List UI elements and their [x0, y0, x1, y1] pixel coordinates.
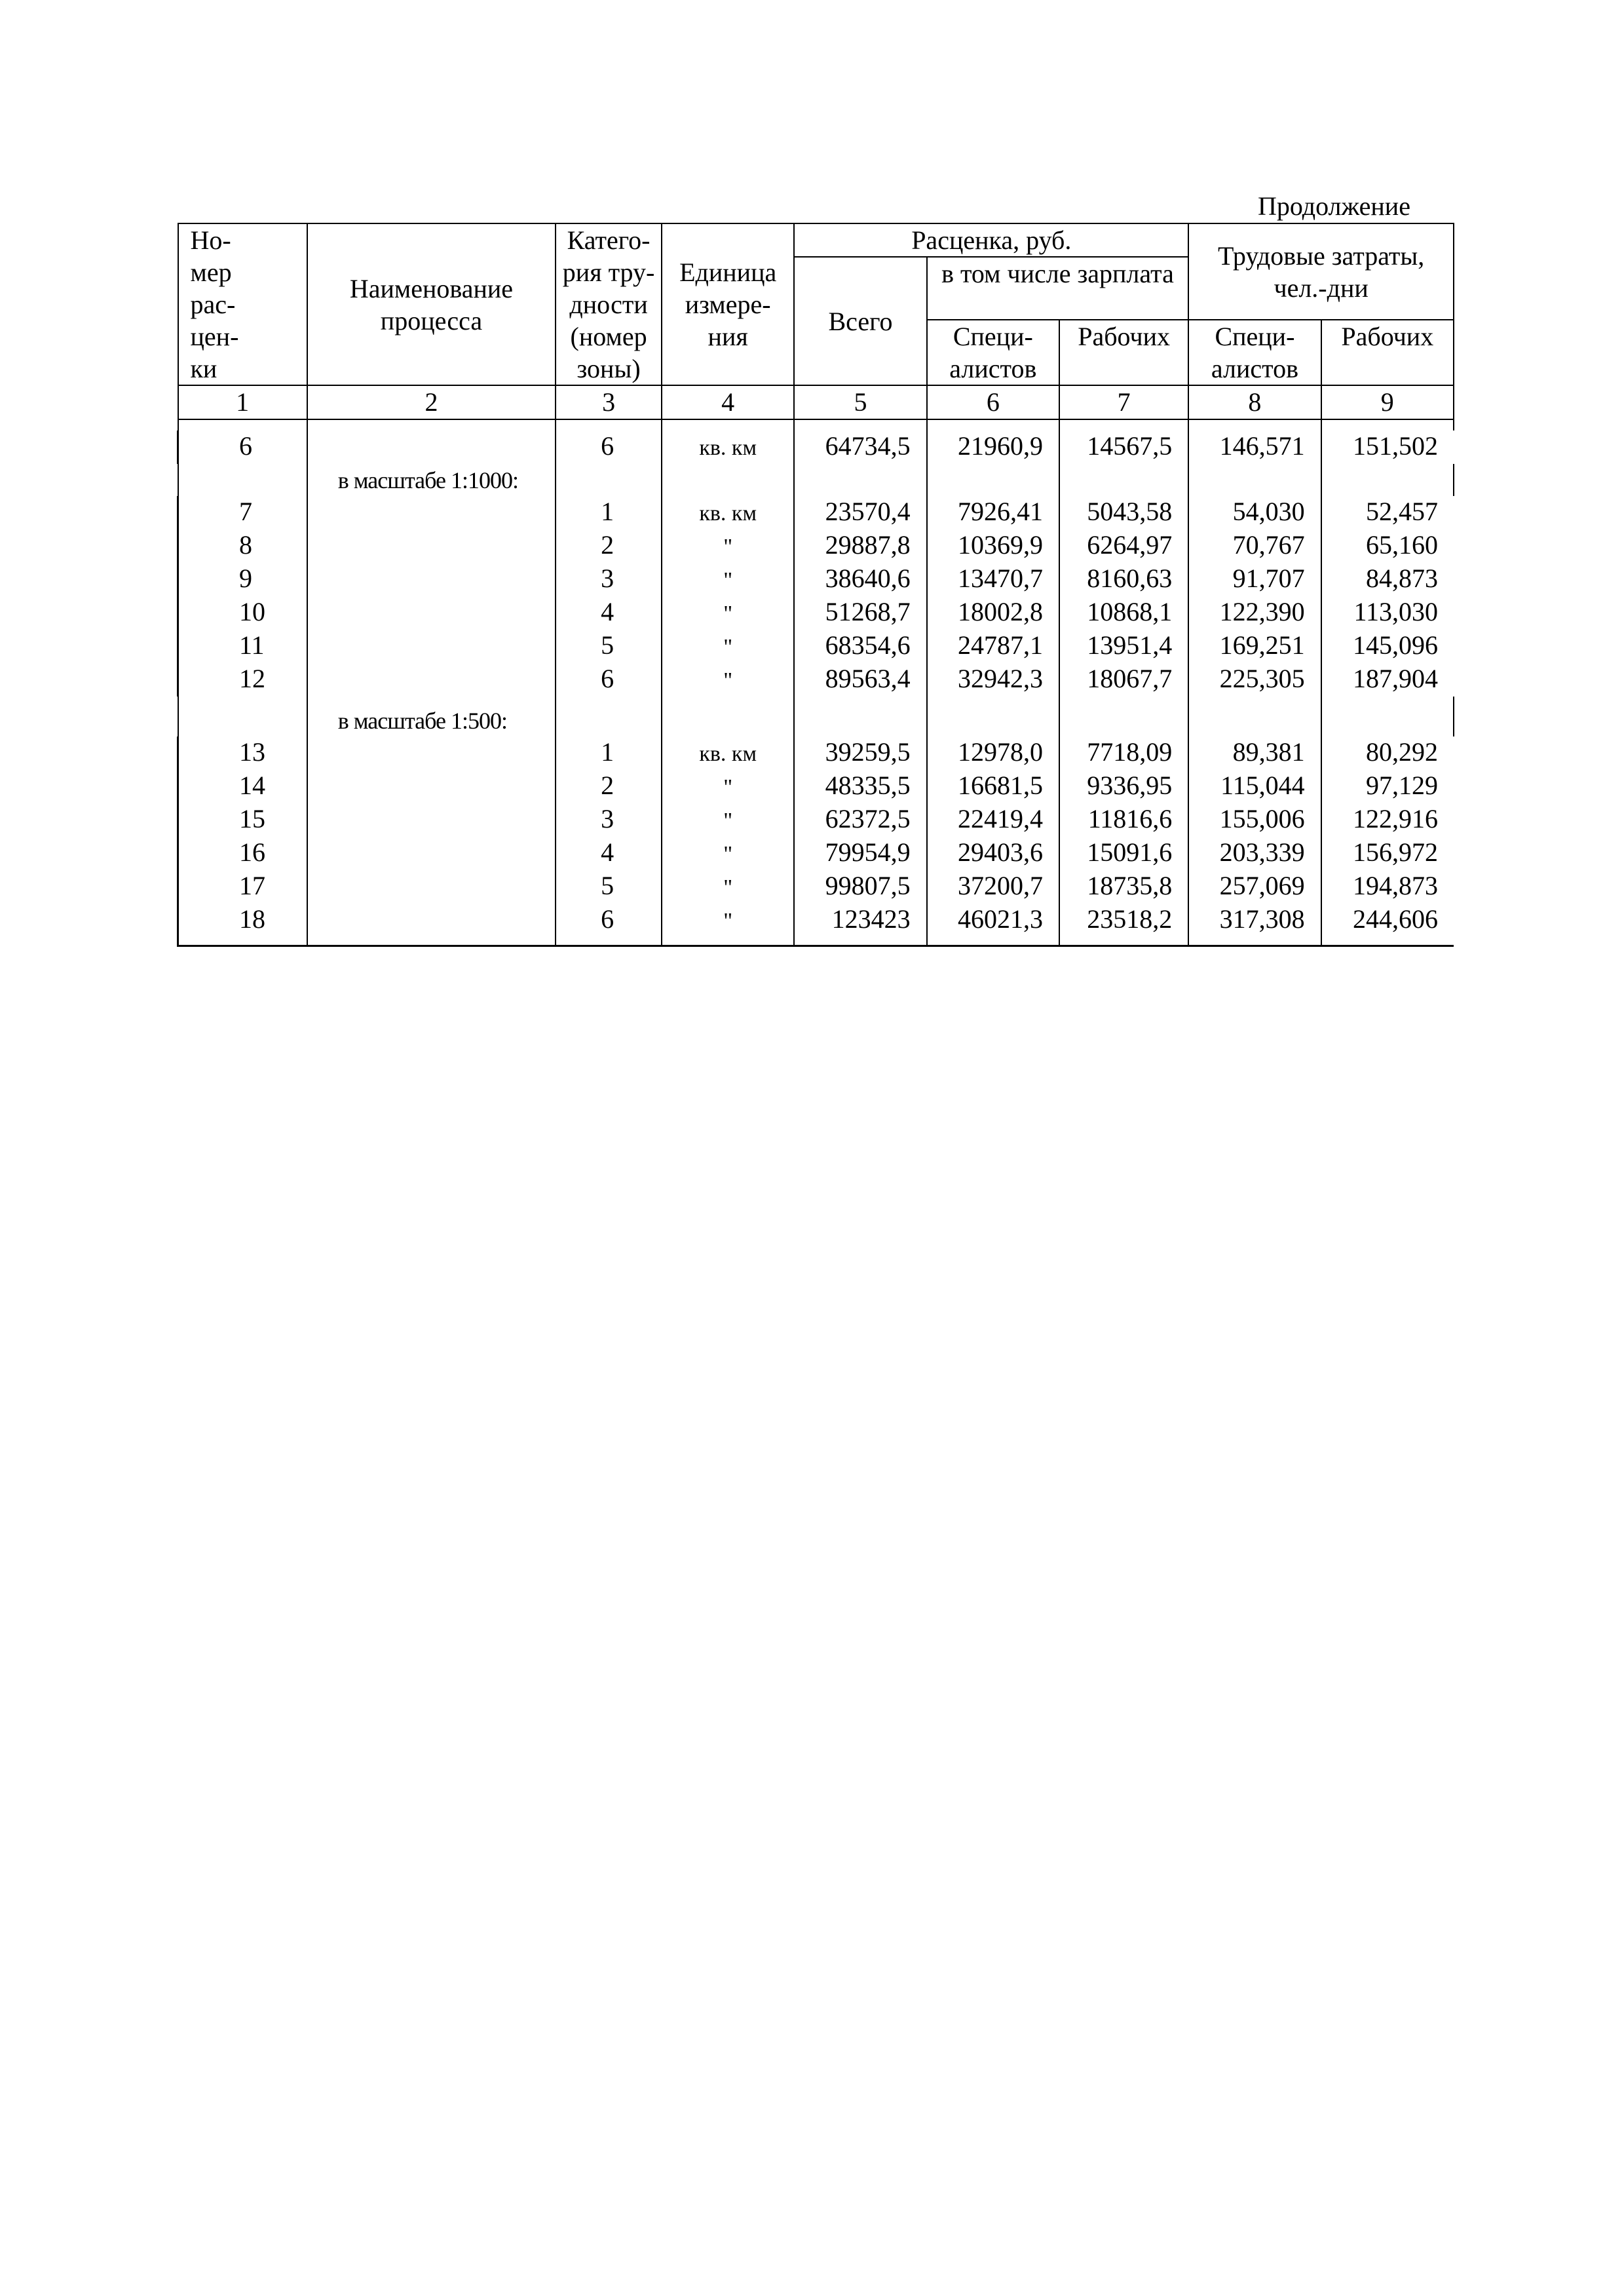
section-heading-spacer [178, 464, 307, 496]
process-name-cell [307, 770, 556, 803]
specialists-rate-cell: 13470,7 [927, 563, 1059, 596]
workers-labor-cell: 194,873 [1321, 870, 1454, 904]
section-heading-spacer [794, 704, 926, 737]
section-heading-spacer [1188, 704, 1321, 737]
unit-cell [662, 904, 794, 946]
specialists-labor-cell: 115,044 [1188, 770, 1321, 803]
section-heading-text: в масштабе 1:500: [337, 708, 507, 734]
column-number: 7 [1059, 385, 1188, 419]
unit-cell [662, 430, 794, 464]
specialists-rate-cell: 29403,6 [927, 837, 1059, 870]
header-specialists-rate: Специ- алистов [927, 320, 1059, 385]
specialists-labor-cell: 155,006 [1188, 803, 1321, 837]
difficulty-category-cell: 4 [556, 837, 662, 870]
rates-table [177, 223, 1454, 947]
table-row [178, 529, 1454, 563]
rate-number-cell: 15 [178, 803, 307, 837]
spacer-row [178, 419, 1454, 430]
header-including-salary: в том числе зарплата [927, 257, 1189, 320]
specialists-rate-cell: 12978,0 [927, 737, 1059, 770]
rate-number-cell: 9 [178, 563, 307, 596]
process-name-cell [307, 563, 556, 596]
header-unit: Единица измере- ния [662, 223, 794, 385]
specialists-labor-cell: 54,030 [1188, 496, 1321, 529]
process-name-cell [307, 430, 556, 464]
difficulty-category-cell: 6 [556, 904, 662, 946]
process-name-cell [307, 803, 556, 837]
unit-value: кв. км [699, 501, 757, 526]
workers-rate-cell: 23518,2 [1059, 904, 1188, 946]
rate-number-cell: 13 [178, 737, 307, 770]
header-specialists-labor: Специ- алистов [1188, 320, 1321, 385]
workers-rate-cell: 13951,4 [1059, 630, 1188, 663]
column-numbers-row [178, 385, 1454, 419]
process-name-cell [307, 630, 556, 663]
unit-cell [662, 663, 794, 697]
workers-labor-cell: 145,096 [1321, 630, 1454, 663]
spacer-cell [927, 419, 1059, 430]
process-name-cell [307, 596, 556, 630]
total-rate-cell: 68354,6 [794, 630, 926, 663]
workers-rate-cell: 5043,58 [1059, 496, 1188, 529]
unit-cell [662, 770, 794, 803]
header-total: Всего [794, 257, 926, 385]
section-heading-spacer [927, 704, 1059, 737]
specialists-labor-cell: 169,251 [1188, 630, 1321, 663]
workers-labor-cell: 113,030 [1321, 596, 1454, 630]
rate-number-cell: 7 [178, 496, 307, 529]
workers-rate-cell: 15091,6 [1059, 837, 1188, 870]
specialists-rate-cell: 7926,41 [927, 496, 1059, 529]
difficulty-category-cell: 1 [556, 737, 662, 770]
total-rate-cell: 89563,4 [794, 663, 926, 697]
total-rate-cell: 62372,5 [794, 803, 926, 837]
workers-rate-cell: 18735,8 [1059, 870, 1188, 904]
workers-rate-cell: 10868,1 [1059, 596, 1188, 630]
rate-number-cell: 16 [178, 837, 307, 870]
unit-value: " [723, 842, 733, 866]
spacer-cell [1059, 419, 1188, 430]
specialists-labor-cell: 257,069 [1188, 870, 1321, 904]
section-heading-spacer [556, 704, 662, 737]
table-row [178, 904, 1454, 946]
unit-cell [662, 870, 794, 904]
unit-cell [662, 596, 794, 630]
unit-value: " [723, 875, 733, 900]
header-difficulty-category: Катего- рия тру- дности (номер зоны) [556, 223, 662, 385]
table-row [178, 630, 1454, 663]
unit-value: " [723, 775, 733, 799]
process-name-cell [307, 737, 556, 770]
total-rate-cell: 29887,8 [794, 529, 926, 563]
spacer-cell [178, 697, 307, 704]
unit-cell [662, 630, 794, 663]
specialists-labor-cell: 225,305 [1188, 663, 1321, 697]
rate-number-cell: 8 [178, 529, 307, 563]
specialists-rate-cell: 22419,4 [927, 803, 1059, 837]
process-name-cell [307, 837, 556, 870]
table-row [178, 596, 1454, 630]
spacer-row [178, 697, 1454, 704]
spacer-cell [556, 697, 662, 704]
column-number: 1 [178, 385, 307, 419]
table-row [178, 496, 1454, 529]
unit-value: " [723, 909, 733, 933]
spacer-cell [662, 419, 794, 430]
total-rate-cell: 123423 [794, 904, 926, 946]
unit-value: " [723, 602, 733, 626]
process-name-cell [307, 663, 556, 697]
specialists-labor-cell: 317,308 [1188, 904, 1321, 946]
table-row [178, 563, 1454, 596]
workers-labor-cell: 151,502 [1321, 430, 1454, 464]
spacer-cell [307, 697, 556, 704]
column-number: 8 [1188, 385, 1321, 419]
spacer-cell [1321, 419, 1454, 430]
section-heading [307, 704, 556, 737]
table-row [178, 770, 1454, 803]
process-name-cell [307, 904, 556, 946]
section-heading-spacer [1321, 464, 1454, 496]
unit-cell [662, 563, 794, 596]
section-heading-spacer [662, 464, 794, 496]
difficulty-category-cell: 2 [556, 770, 662, 803]
specialists-rate-cell: 46021,3 [927, 904, 1059, 946]
section-heading-spacer [927, 464, 1059, 496]
workers-labor-cell: 244,606 [1321, 904, 1454, 946]
workers-labor-cell: 52,457 [1321, 496, 1454, 529]
specialists-labor-cell: 146,571 [1188, 430, 1321, 464]
workers-labor-cell: 80,292 [1321, 737, 1454, 770]
unit-cell [662, 737, 794, 770]
rate-number-cell: 17 [178, 870, 307, 904]
total-rate-cell: 99807,5 [794, 870, 926, 904]
unit-value: " [723, 635, 733, 659]
difficulty-category-cell: 1 [556, 496, 662, 529]
specialists-rate-cell: 18002,8 [927, 596, 1059, 630]
rate-number-cell: 12 [178, 663, 307, 697]
workers-rate-cell: 8160,63 [1059, 563, 1188, 596]
unit-value: " [723, 535, 733, 559]
section-heading-spacer [794, 464, 926, 496]
section-heading-spacer [1321, 704, 1454, 737]
difficulty-category-cell: 3 [556, 803, 662, 837]
workers-labor-cell: 122,916 [1321, 803, 1454, 837]
specialists-rate-cell: 16681,5 [927, 770, 1059, 803]
header-process-name: Наименование процесса [307, 223, 556, 385]
total-rate-cell: 48335,5 [794, 770, 926, 803]
specialists-rate-cell: 21960,9 [927, 430, 1059, 464]
continuation-label: Продолжение [1258, 191, 1410, 221]
table-header [178, 223, 1454, 419]
difficulty-category-cell: 2 [556, 529, 662, 563]
specialists-rate-cell: 10369,9 [927, 529, 1059, 563]
spacer-cell [662, 697, 794, 704]
spacer-cell [794, 697, 926, 704]
spacer-cell [178, 419, 307, 430]
column-number: 9 [1321, 385, 1454, 419]
unit-value: кв. км [699, 742, 757, 766]
difficulty-category-cell: 5 [556, 870, 662, 904]
section-heading [307, 464, 556, 496]
table-row [178, 663, 1454, 697]
unit-value: кв. км [699, 436, 757, 460]
header-workers-rate: Рабочих [1059, 320, 1188, 385]
total-rate-cell: 79954,9 [794, 837, 926, 870]
difficulty-category-cell: 6 [556, 430, 662, 464]
table-row [178, 737, 1454, 770]
section-heading-spacer [1059, 704, 1188, 737]
process-name-cell [307, 496, 556, 529]
unit-cell [662, 496, 794, 529]
table-row [178, 837, 1454, 870]
column-number: 4 [662, 385, 794, 419]
section-heading-row [178, 464, 1454, 496]
rate-number-cell: 11 [178, 630, 307, 663]
rate-number-cell: 18 [178, 904, 307, 946]
column-number: 2 [307, 385, 556, 419]
section-heading-text: в масштабе 1:1000: [337, 467, 518, 493]
workers-rate-cell: 18067,7 [1059, 663, 1188, 697]
workers-rate-cell: 14567,5 [1059, 430, 1188, 464]
workers-labor-cell: 84,873 [1321, 563, 1454, 596]
header-rate-group: Расценка, руб. [794, 223, 1188, 257]
difficulty-category-cell: 6 [556, 663, 662, 697]
specialists-rate-cell: 37200,7 [927, 870, 1059, 904]
workers-labor-cell: 65,160 [1321, 529, 1454, 563]
specialists-labor-cell: 203,339 [1188, 837, 1321, 870]
section-heading-spacer [178, 704, 307, 737]
workers-labor-cell: 97,129 [1321, 770, 1454, 803]
unit-cell [662, 529, 794, 563]
spacer-cell [307, 419, 556, 430]
column-number: 6 [927, 385, 1059, 419]
spacer-cell [794, 419, 926, 430]
table-row [178, 870, 1454, 904]
total-rate-cell: 64734,5 [794, 430, 926, 464]
table-body [178, 419, 1454, 946]
section-heading-spacer [662, 704, 794, 737]
workers-rate-cell: 7718,09 [1059, 737, 1188, 770]
process-name-cell [307, 870, 556, 904]
workers-rate-cell: 6264,97 [1059, 529, 1188, 563]
specialists-labor-cell: 89,381 [1188, 737, 1321, 770]
section-heading-spacer [1059, 464, 1188, 496]
spacer-cell [1188, 419, 1321, 430]
rate-number-cell: 14 [178, 770, 307, 803]
spacer-cell [927, 697, 1059, 704]
difficulty-category-cell: 5 [556, 630, 662, 663]
rate-number-cell: 6 [178, 430, 307, 464]
section-heading-row [178, 704, 1454, 737]
unit-value: " [723, 809, 733, 833]
spacer-cell [1059, 697, 1188, 704]
workers-rate-cell: 9336,95 [1059, 770, 1188, 803]
spacer-cell [1321, 697, 1454, 704]
specialists-labor-cell: 122,390 [1188, 596, 1321, 630]
unit-cell [662, 803, 794, 837]
process-name-cell [307, 529, 556, 563]
spacer-cell [556, 419, 662, 430]
unit-value: " [723, 568, 733, 592]
unit-value: " [723, 668, 733, 693]
column-number: 3 [556, 385, 662, 419]
workers-labor-cell: 156,972 [1321, 837, 1454, 870]
header-workers-labor: Рабочих [1321, 320, 1454, 385]
header-rate-number: Но- мер рас- цен- ки [178, 223, 307, 385]
section-heading-spacer [556, 464, 662, 496]
total-rate-cell: 39259,5 [794, 737, 926, 770]
header-labor-group: Трудовые затраты, чел.-дни [1188, 223, 1454, 320]
difficulty-category-cell: 3 [556, 563, 662, 596]
workers-labor-cell: 187,904 [1321, 663, 1454, 697]
unit-cell [662, 837, 794, 870]
section-heading-spacer [1188, 464, 1321, 496]
difficulty-category-cell: 4 [556, 596, 662, 630]
total-rate-cell: 51268,7 [794, 596, 926, 630]
specialists-rate-cell: 24787,1 [927, 630, 1059, 663]
table-row [178, 430, 1454, 464]
rate-number-cell: 10 [178, 596, 307, 630]
total-rate-cell: 38640,6 [794, 563, 926, 596]
column-number: 5 [794, 385, 926, 419]
specialists-labor-cell: 70,767 [1188, 529, 1321, 563]
spacer-cell [1188, 697, 1321, 704]
specialists-labor-cell: 91,707 [1188, 563, 1321, 596]
workers-rate-cell: 11816,6 [1059, 803, 1188, 837]
specialists-rate-cell: 32942,3 [927, 663, 1059, 697]
total-rate-cell: 23570,4 [794, 496, 926, 529]
table-row [178, 803, 1454, 837]
